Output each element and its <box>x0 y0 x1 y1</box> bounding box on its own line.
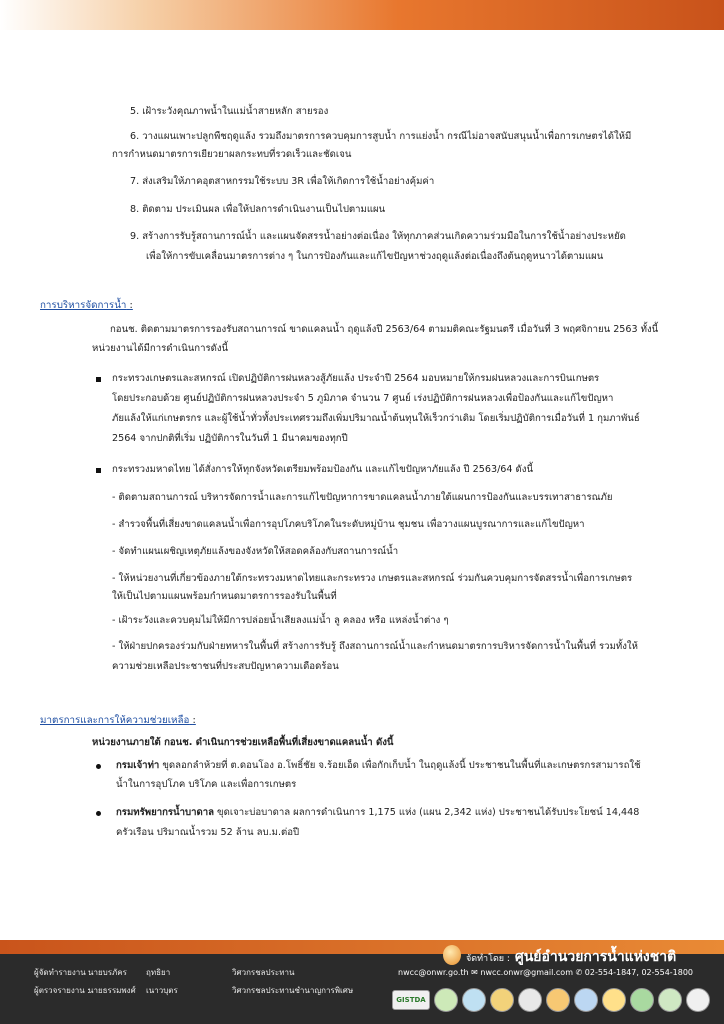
bullet2-sub1: - ติดตามสถานการณ์ บริหารจัดการน้ำและการแก้ไขปัญหาการขาดแคลนน้ำภายใต้แผนการป้องกันและบรรเทาสาธารณภัย <box>112 492 613 503</box>
dot-bullet-icon <box>96 811 101 816</box>
bullet2-sub6: - ให้ฝ่ายปกครองร่วมกับฝ่ายทหารในพื้นที่ สร้างการรับรู้ ถึงสถานการณ์น้ำและกำหนดมาตรการบริหารจัดการน้ำในพื้นที่ รวมทั้งให้ <box>112 641 638 652</box>
gistda-logo-icon: GISTDA <box>392 990 430 1010</box>
preparer-name: นายบรภัคร <box>88 968 127 977</box>
bullet1-line1: กระทรวงเกษตรและสหกรณ์ เปิดปฏิบัติการฝนหลวงสู้ภัยแล้ง ประจำปี 2564 มอบหมายให้กรมฝนหลวงและการบินเกษตร <box>112 373 600 384</box>
item-7: 7. ส่งเสริมให้ภาคอุตสาหกรรมใช้ระบบ 3R เพื่อให้เกิดการใช้น้ำอย่างคุ้มค่า <box>130 176 435 187</box>
item-9: 9. สร้างการรับรู้สถานการณ์น้ำ และแผนจัดสรรน้ำอย่างต่อเนื่อง ให้ทุกภาคส่วนเกิดความร่วมมือในการใช้น้ำอย่างประหยัด <box>130 231 626 242</box>
item-6-cont: การกำหนดมาตรการเยียวยาผลกระทบที่รวดเร็วและชัดเจน <box>112 149 352 160</box>
department-logo-icon <box>574 988 598 1012</box>
agency-name-marine: กรมเจ้าท่า <box>116 760 160 771</box>
garuda-logo-icon <box>602 988 626 1012</box>
ministry-logo-icon <box>686 988 710 1012</box>
agency-name-groundwater: กรมทรัพยากรน้ำบาดาล <box>116 807 214 818</box>
item-9-cont: เพื่อให้การขับเคลื่อนมาตรการต่าง ๆ ในการป้องกันและแก้ไขปัญหาช่วงฤดูแล้งต่อเนื่องถึงต้นฤดูหนาวได้ตามแผน <box>146 251 604 262</box>
reviewer-surname: เนาวบุตร <box>146 986 178 995</box>
reviewer-label: ผู้ตรวจรายงาน : <box>34 986 90 995</box>
bullet2-sub4-cont: ให้เป็นไปตามแผนพร้อมกำหนดมาตรการรองรับในพื้นที่ <box>112 591 337 602</box>
section-heading-water-management <box>40 298 133 313</box>
square-bullet-icon <box>96 377 101 382</box>
section-heading-assistance <box>40 713 196 728</box>
assist-bullet2-text: ขุดเจาะบ่อบาดาล ผลการดำเนินการ 1,175 แห่ง (แผน 2,342 แห่ง) ประชาชนได้รับประโยชน์ 14,448 <box>213 807 640 818</box>
preparer-position: วิศวกรชลประทาน <box>232 968 295 977</box>
section1-title: การบริหารจัดการน้ำ <box>40 300 127 311</box>
crest-logo-icon <box>546 988 570 1012</box>
bullet1-line2: โดยประกอบด้วย ศูนย์ปฏิบัติการฝนหลวงประจำ 5 ภูมิภาค จำนวน 7 ศูนย์ เร่งปฏิบัติการฝนหลวงเพื่อป้องกันและแก้ไขปัญหา <box>112 393 614 404</box>
bullet2-sub6-cont: ความช่วยเหลือประชาชนที่ประสบปัญหาความเดือดร้อน <box>112 661 339 672</box>
section2-title: มาตรการและการให้ความช่วยเหลือ <box>40 715 190 726</box>
brand-title <box>466 946 676 968</box>
bullet2-sub3: - จัดทำแผนเผชิญเหตุภัยแล้งของจังหวัดให้สอดคล้องกับสถานการณ์น้ำ <box>112 546 399 557</box>
preparer-label: ผู้จัดทำรายงาน : <box>34 968 91 977</box>
assist-bullet2 <box>116 806 639 820</box>
bullet2-sub2: - สำรวจพื้นที่เสี่ยงขาดแคลนน้ำเพื่อการอุปโภคบริโภคในระดับหมู่บ้าน ชุมชน เพื่อวางแผนบูรณาการและแก้ไขปัญหา <box>112 519 585 530</box>
bullet1-line3: ภัยแล้งให้แก่เกษตรกร และผู้ใช้น้ำทั่วทั้งประเทศรวมถึงเพิ่มปริมาณน้ำต้นทุนให้เร็วกว่าเดิม โดยเริ่มปฏิบัติการเมื่อวันที่ 1 กุมภาพันธ์ <box>112 413 640 424</box>
item-8: 8. ติดตาม ประเมินผล เพื่อให้ปลการดำเนินงานเป็นไปตามแผน <box>130 204 386 215</box>
section1-intro: กอนช. ติดตามมาตรการรองรับสถานการณ์ ขาดแคลนน้ำ ฤดูแล้งปี 2563/64 ตามมติคณะรัฐมนตรี เมื่อวันที่ 3 พฤศจิกายน 2563 ทั้งนี้ <box>110 324 659 335</box>
assist-bullet1-cont: น้ำในการอุปโภค บริโภค และเพื่อการเกษตร <box>116 779 297 790</box>
circle-logo-icon <box>630 988 654 1012</box>
assist-bullet1-text: ขุดลอกลำห้วยที่ ต.ดอนโอง อ.โพธิ์ชัย จ.ร้อยเอ็ด เพื่อกักเก็บน้ำ ในฤดูแล้งนี้ ประชาชนในพื้นที่และเกษตรกรสามารถใช้ <box>159 760 641 771</box>
section1-intro-cont: หน่วยงานได้มีการดำเนินการดังนี้ <box>92 343 229 354</box>
partner-logos <box>392 986 718 1014</box>
square-bullet-icon <box>96 468 101 473</box>
seal-logo-icon <box>490 988 514 1012</box>
item-5: 5. เฝ้าระวังคุณภาพน้ำในแม่น้ำสายหลัก สายรอง <box>130 106 329 117</box>
bullet1-line4: 2564 จากปกติที่เริ่ม ปฏิบัติการในวันที่ 1 มีนาคมของทุกปี <box>112 433 348 444</box>
bullet2-line1: กระทรวงมหาดไทย ได้สั่งการให้ทุกจังหวัดเตรียมพร้อมป้องกัน และแก้ไขปัญหาภัยแล้ง ปี 2563/64 ดังนี้ <box>112 464 534 475</box>
section2-subheading: หน่วยงานภายใต้ กอนช. ดำเนินการช่วยเหลือพื้นที่เสี่ยงขาดแคลนน้ำ ดังนี้ <box>92 737 394 748</box>
brand-name: ศูนย์อำนวยการน้ำแห่งชาติ <box>514 949 677 965</box>
wave-logo-icon <box>462 988 486 1012</box>
reviewer-name: นายธรรมพงศ์ <box>88 986 136 995</box>
reviewer-position: วิศวกรชลประทานชำนาญการพิเศษ <box>232 986 354 995</box>
brand-prefix: จัดทำโดย : <box>466 954 510 964</box>
header-band <box>0 0 724 60</box>
water-drop-logo-icon <box>443 945 461 965</box>
assist-bullet1 <box>116 759 641 773</box>
leaf-logo-icon <box>434 988 458 1012</box>
bullet2-sub4: - ให้หน่วยงานที่เกี่ยวข้องภายใต้กระทรวงมหาดไทยและกระทรวง เกษตรและสหกรณ์ ร่วมกันควบคุมการจัดสรรน้ำเพื่อการเกษตร <box>112 573 633 584</box>
dot-bullet-icon <box>96 764 101 769</box>
assist-bullet2-cont: ครัวเรือน ปริมาณน้ำรวม 52 ล้าน ลบ.ม.ต่อปี <box>116 827 300 838</box>
bullet2-sub5: - เฝ้าระวังและควบคุมไม่ให้มีการปล่อยน้ำเสียลงแม่น้ำ ลู คลอง หรือ แหล่งน้ำต่าง ๆ <box>112 615 449 626</box>
agency-logo-icon <box>658 988 682 1012</box>
item-6: 6. วางแผนเพาะปลูกพืชฤดูแล้ง รวมถึงมาตรการควบคุมการสูบน้ำ การแย่งน้ำ กรณีไม่อาจสนับสนุนน้ำเพื่อการเกษตรได้ให้มี <box>130 131 632 142</box>
preparer-surname: ฤทธิยา <box>146 968 171 977</box>
contact-info: nwcc@onwr.go.th ✉ nwcc.onwr@gmail.com ✆ 02-554-1847, 02-554-1800 <box>398 968 694 977</box>
emblem-logo-icon <box>518 988 542 1012</box>
section2-colon: : <box>192 715 196 726</box>
section1-colon: : <box>129 300 133 311</box>
